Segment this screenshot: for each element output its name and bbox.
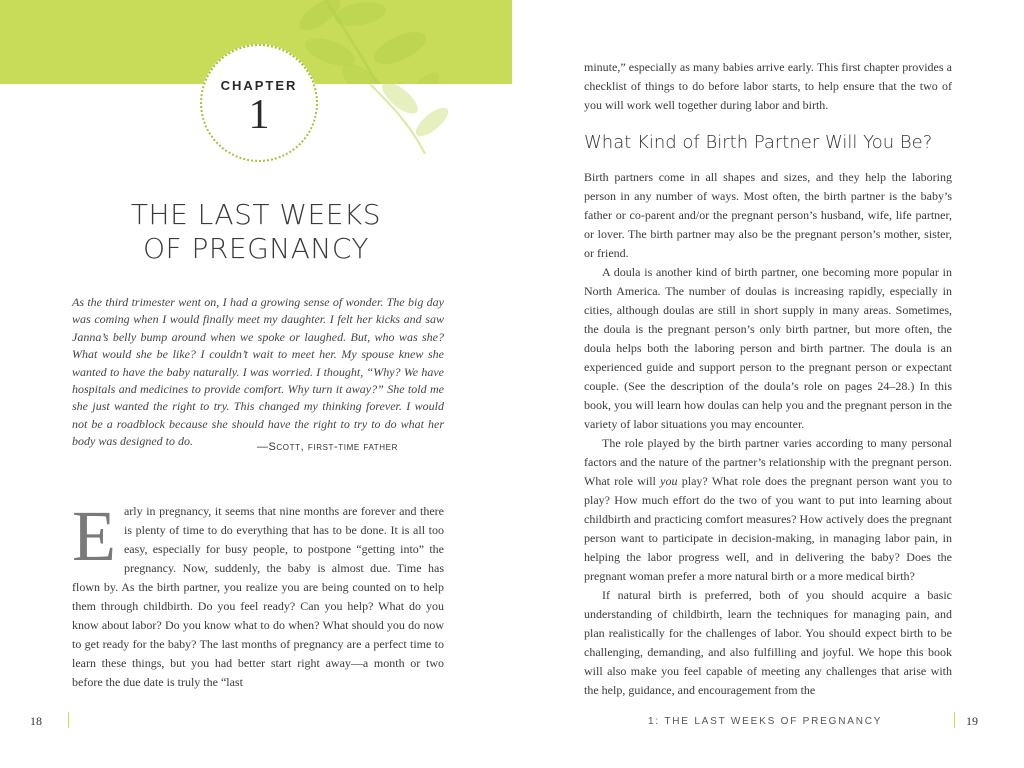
running-head: 1: THE LAST WEEKS OF PREGNANCY (648, 716, 883, 727)
paragraph-3-emphasis: you (660, 474, 678, 488)
continued-paragraph: minute,” especially as many babies arrive early. This first chapter provides a checklist of things to do before labor starts, to help ensure that the two of you will work well together during labor and birth. (584, 60, 952, 112)
epigraph-attribution: —Scott, first-time father (256, 441, 398, 453)
chapter-opening-paragraph (72, 496, 444, 692)
section-body (584, 168, 952, 700)
epigraph-quote: As the third trimester went on, I had a growing sense of wonder. The big day was coming when I would finally meet my daughter. I felt her kicks and saw Janna’s belly bump around when we spoke or laughed. But, who was she? What would she be like? I couldn’t wait to meet her. My spouse knew she wanted to have the baby naturally. I was worried. I thought, “Why? We have hospitals and medicines to provide comfort. Why turn it away?” She told me she just wanted the right to try. This changed my thinking forever. I would not be a roadblock because she should have the right to try to do what her body was designed to do. (72, 295, 444, 449)
chapter-badge (200, 44, 318, 162)
paragraph-3 (584, 434, 952, 586)
folio-divider-left (68, 712, 69, 728)
chapter-number: 1 (248, 92, 270, 138)
leaf-sprig-icon (290, 0, 460, 84)
leaf-sprig-lower-icon (370, 84, 460, 154)
opening-paragraph-text: arly in pregnancy, it seems that nine months are forever and there is plenty of time to do everything that has to be done. It is all too easy, especially for busy people, to postpone “getting into” the pregnancy. Now, suddenly, the baby is almost due. Time has flown by. As the birth partner, you realize you are being counted on to help them through childbirth. Do you feel ready? Can you help? What do you know about labor? Do you know what to do when? What should you do now to get ready for the baby? The last months of pregnancy are a perfect time to learn these things, but you had better start right away—a month or two before the due date is truly the “last (72, 504, 444, 689)
chapter-title-line-2: OF PREGNANCY (143, 232, 369, 265)
paragraph-3-part-a: The role played by the birth partner varies according to many personal factors and the nature of the partner’s relationship with the pregnant person. What role will (584, 436, 952, 488)
paragraph-3-part-b: play? What role does the pregnant person want you to play? How much effort do the two of you want to put into learning about childbirth and practicing comfort measures? How actively does the pregnant person want to participate in decision-making, in managing labor pain, in helping the labor progress well, and in delivering the baby? Does the pregnant woman prefer a more natural birth or a more medical birth? (584, 474, 952, 583)
paragraph-1: Birth partners come in all shapes and sizes, and they help the laboring person in any number of ways. Most often, the birth partner is the baby’s father or co-parent and/or the pregnant person’s husband, wife, life partner, or lover. The birth partner may also be the pregnant person’s mother, sister, or friend. (584, 170, 952, 260)
paragraph-2: A doula is another kind of birth partner, one becoming more popular in North America. The number of doulas is increasing rapidly, especially in cities, although doulas are still in short supply in many areas. Sometimes, the doula is the pregnant person’s only birth partner, but more often, the doula helps both the laboring person and birth partner. The doula is an experienced guide and support person to the pregnant person or expectant couple. (See the description of the doula’s role on pages 24–28.) In this book, you will learn how doulas can help you and the pregnant person in the variety of labor situations you may encounter. (584, 265, 952, 431)
section-heading: What Kind of Birth Partner Will You Be? (584, 132, 933, 153)
paragraph-4: If natural birth is preferred, both of you should acquire a basic understanding of childbirth, learn the techniques for managing pain, and plan realistically for the challenges of labor. You should expect birth to be challenging, demanding, and also fulfilling and joyful. We hope this book will also make you feel capable of meeting any challenges that arise with the help, guidance, and encouragement from the (584, 588, 952, 697)
page-number-left: 18 (30, 714, 42, 728)
right-page (512, 0, 1024, 768)
folio-divider-right (954, 712, 955, 728)
drop-cap: E (72, 496, 116, 576)
chapter-label: CHAPTER (220, 78, 298, 93)
page-number-right: 19 (966, 714, 978, 728)
chapter-title-line-1: THE LAST WEEKS (130, 198, 382, 231)
